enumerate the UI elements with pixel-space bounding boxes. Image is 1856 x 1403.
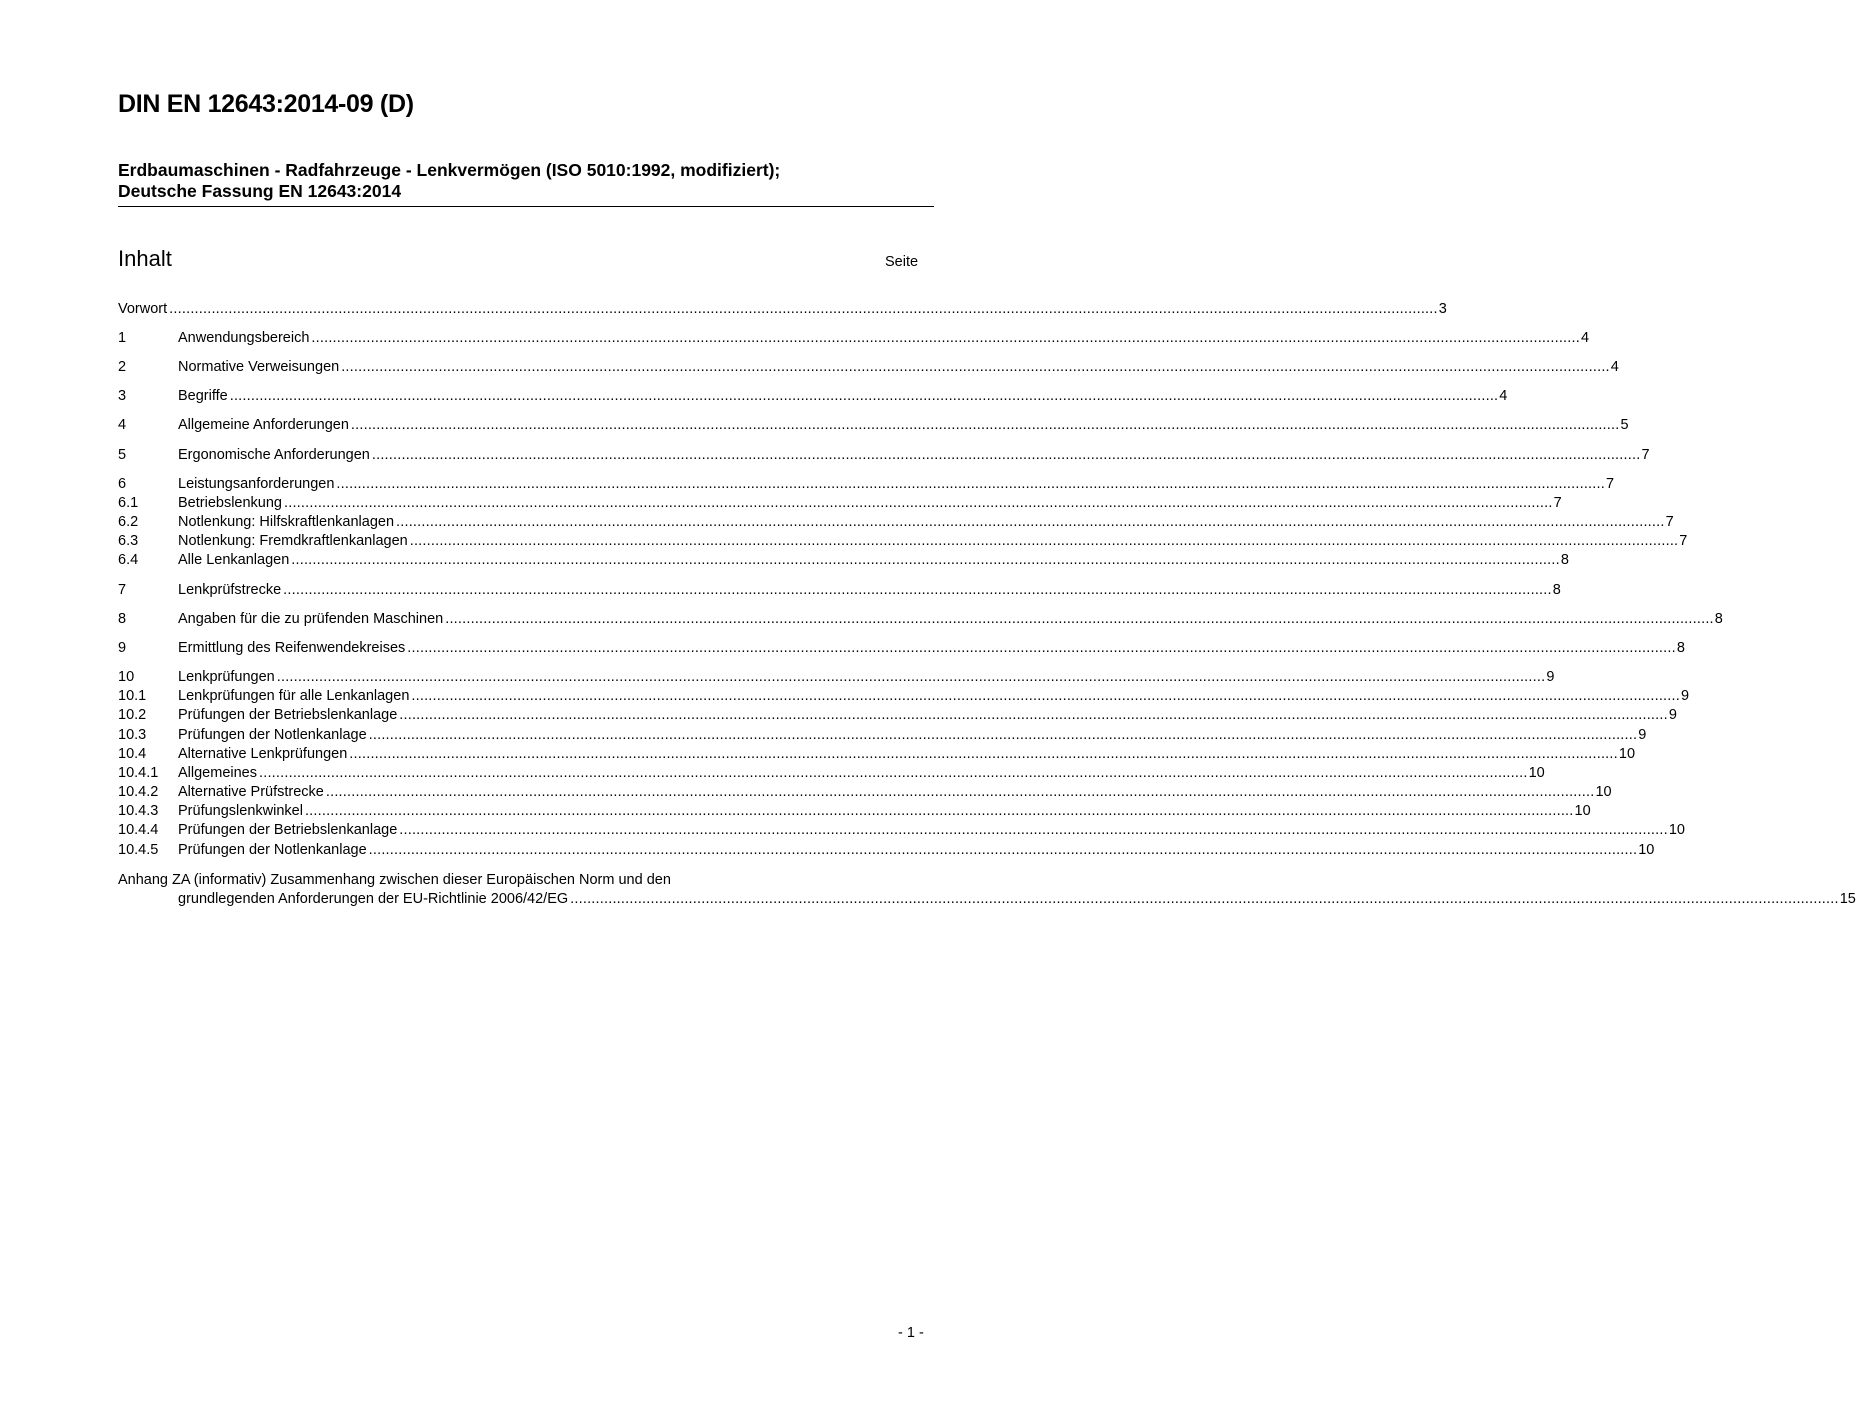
toc-entry	[118, 706, 1677, 725]
toc-entry	[118, 532, 1688, 551]
toc-entry-page: 9	[1680, 688, 1690, 704]
toc-entry-page: 10	[1574, 803, 1591, 819]
subtitle-line-1: Erdbaumaschinen - Radfahrzeuge - Lenkvermögen (ISO 5010:1992, modifiziert);	[118, 160, 781, 180]
toc-entry-page: 9	[1546, 669, 1555, 685]
toc-leader-dots: ............................................................................................................................................................................................................................................................................................................	[399, 707, 1668, 723]
toc-entry-page: 10	[1638, 842, 1655, 858]
toc-entry-title: Ermittlung des Reifenwendekreises	[178, 640, 406, 656]
toc-entry-title: Alternative Prüfstrecke	[178, 784, 324, 800]
page-number: - 1 -	[898, 1325, 924, 1341]
toc-entry-title: Notlenkung: Fremdkraftlenkanlagen	[178, 533, 408, 549]
toc-entry-page: 8	[1552, 582, 1561, 598]
toc-leader-dots: ............................................................................................................................................................................................................................................................................................................	[368, 842, 1638, 858]
toc-leader-dots: ............................................................................................................................................................................................................................................................................................................	[169, 301, 1438, 317]
toc-entry-title: Anwendungsbereich	[178, 330, 310, 346]
document-subtitle	[118, 160, 934, 207]
toc-entry-title: Ergonomische Anforderungen	[178, 447, 370, 463]
toc-annex-title: grundlegenden Anforderungen der EU-Richtlinie 2006/42/EG	[178, 891, 569, 907]
toc-entry-number: 6.4	[118, 552, 139, 568]
toc-entry-number: 10.1	[118, 688, 147, 704]
toc-entry-number: 1	[118, 330, 127, 346]
toc-entry-title: Prüfungen der Betriebslenkanlage	[178, 822, 398, 838]
toc-entry-title: Prüfungen der Betriebslenkanlage	[178, 707, 398, 723]
toc-entry-page: 7	[1679, 533, 1688, 549]
toc-leader-dots: ............................................................................................................................................................................................................................................................................................................	[291, 552, 1560, 568]
toc-entry-number: 8	[118, 611, 127, 627]
toc-entry-title: Angaben für die zu prüfenden Maschinen	[178, 611, 444, 627]
toc-entry	[118, 687, 1690, 706]
toc-entry	[118, 494, 1562, 513]
toc-entry-page: 10	[1528, 765, 1545, 781]
toc-entry-title: Normative Verweisungen	[178, 359, 340, 375]
toc-entry	[118, 300, 1447, 319]
toc-annex-line-1: Anhang ZA (informativ) Zusammenhang zwischen dieser Europäischen Norm und den	[118, 872, 671, 888]
toc-entry	[118, 745, 1636, 764]
toc-leader-dots: ............................................................................................................................................................................................................................................................................................................	[368, 727, 1638, 743]
toc-entry-number: 2	[118, 359, 127, 375]
toc-leader-dots: ............................................................................................................................................................................................................................................................................................................	[284, 495, 1553, 511]
toc-entry-page: 3	[1438, 301, 1447, 317]
toc-leader-dots: ............................................................................................................................................................................................................................................................................................................	[399, 822, 1668, 838]
toc-entry-page: 5	[1620, 417, 1629, 433]
toc-entry	[118, 581, 1561, 600]
toc-entry-number: 10.2	[118, 707, 147, 723]
toc-entry-number: 5	[118, 447, 127, 463]
toc-leader-dots: ............................................................................................................................................................................................................................................................................................................	[371, 447, 1641, 463]
toc-leader-dots: ............................................................................................................................................................................................................................................................................................................	[341, 359, 1610, 375]
toc-entry-number: 10.4.2	[118, 784, 159, 800]
toc-entry-number: 10.4.5	[118, 842, 159, 858]
toc-leader-dots: ............................................................................................................................................................................................................................................................................................................	[229, 388, 1499, 404]
toc-entry	[118, 821, 1685, 840]
toc-entry-page: 10	[1618, 746, 1636, 762]
toc-entry-number: 10	[118, 669, 135, 685]
toc-leader-dots: ............................................................................................................................................................................................................................................................................................................	[411, 688, 1680, 704]
toc-entry	[118, 416, 1629, 435]
toc-entry-title: Betriebslenkung	[178, 495, 282, 511]
toc-entry-number: 9	[118, 640, 127, 656]
toc-leader-dots: ............................................................................................................................................................................................................................................................................................................	[570, 891, 1839, 907]
toc-leader-dots: ............................................................................................................................................................................................................................................................................................................	[325, 784, 1595, 800]
toc-entry-number: 10.4	[118, 746, 147, 762]
toc-entry	[118, 475, 1615, 494]
toc-entry	[118, 358, 1619, 377]
toc-entry-page: 8	[1676, 640, 1685, 656]
toc-page-column-label: Seite	[885, 254, 919, 270]
toc-leader-dots: ............................................................................................................................................................................................................................................................................................................	[283, 582, 1552, 598]
toc-entry-title: Begriffe	[178, 388, 228, 404]
toc-entry-page: 4	[1610, 359, 1619, 375]
toc-entry-number: 4	[118, 417, 127, 433]
toc-entry-title: Notlenkung: Hilfskraftlenkanlagen	[178, 514, 395, 530]
toc-entry-number: 6.3	[118, 533, 139, 549]
toc-entry-title: Prüfungslenkwinkel	[178, 803, 303, 819]
toc-leader-dots: ............................................................................................................................................................................................................................................................................................................	[336, 476, 1605, 492]
toc-leader-dots: ............................................................................................................................................................................................................................................................................................................	[445, 611, 1714, 627]
toc-entry	[118, 802, 1591, 821]
toc-entry-page: 9	[1638, 727, 1647, 743]
subtitle-line-2: Deutsche Fassung EN 12643:2014	[118, 181, 402, 201]
toc-entry-page: 7	[1553, 495, 1562, 511]
toc-entry-title: Lenkprüfungen für alle Lenkanlagen	[178, 688, 410, 704]
toc-entry	[118, 551, 1569, 570]
toc-entry	[118, 668, 1555, 687]
toc-entry-number: 10.4.1	[118, 765, 159, 781]
toc-entry-title: Leistungsanforderungen	[178, 476, 335, 492]
toc-entry-number: 10.4.4	[118, 822, 159, 838]
toc-entry	[118, 446, 1650, 465]
toc-entry-number: 6.1	[118, 495, 139, 511]
toc-leader-dots: ............................................................................................................................................................................................................................................................................................................	[407, 640, 1676, 656]
toc-entry	[118, 610, 1723, 629]
toc-entry-page: 9	[1668, 707, 1677, 723]
toc-entry-title: Lenkprüfstrecke	[178, 582, 282, 598]
toc-leader-dots: ............................................................................................................................................................................................................................................................................................................	[311, 330, 1580, 346]
toc-entry-number: 6.2	[118, 514, 139, 530]
toc-entry	[118, 783, 1612, 802]
toc-annex-line-2	[178, 890, 1856, 909]
toc-entry-number: 3	[118, 388, 127, 404]
toc-entry-title: Allgemeines	[178, 765, 257, 781]
toc-entry	[118, 726, 1647, 745]
toc-entry-number: 10.3	[118, 727, 147, 743]
toc-entry-number: 7	[118, 582, 127, 598]
toc-leader-dots: ............................................................................................................................................................................................................................................................................................................	[304, 803, 1574, 819]
toc-leader-dots: ............................................................................................................................................................................................................................................................................................................	[349, 746, 1618, 762]
toc-entry-page: 10	[1668, 822, 1685, 838]
toc-entry-title: Alternative Lenkprüfungen	[178, 746, 348, 762]
toc-entry-title: Allgemeine Anforderungen	[178, 417, 349, 433]
toc-entry	[118, 764, 1545, 783]
toc-entry	[118, 513, 1674, 532]
toc-entry-page: 7	[1665, 514, 1674, 530]
toc-entry-page: 10	[1595, 784, 1612, 800]
toc-entry-page: 4	[1499, 388, 1508, 404]
toc-entry-page: 8	[1714, 611, 1723, 627]
toc-entry-title: Vorwort	[118, 301, 168, 317]
toc-entry-title: Prüfungen der Notlenkanlage	[178, 842, 367, 858]
toc-entry-page: 7	[1605, 476, 1615, 492]
toc-heading: Inhalt	[118, 246, 172, 271]
toc-entry	[118, 639, 1685, 658]
toc-entry-page: 4	[1580, 330, 1590, 346]
toc-leader-dots: ............................................................................................................................................................................................................................................................................................................	[259, 765, 1528, 781]
toc-leader-dots: ............................................................................................................................................................................................................................................................................................................	[396, 514, 1665, 530]
toc-leader-dots: ............................................................................................................................................................................................................................................................................................................	[350, 417, 1620, 433]
toc-leader-dots: ............................................................................................................................................................................................................................................................................................................	[409, 533, 1679, 549]
toc-entry-title: Lenkprüfungen	[178, 669, 275, 685]
toc-entry-page: 7	[1641, 447, 1650, 463]
toc-entry	[118, 329, 1590, 348]
toc-entry-page: 8	[1560, 552, 1569, 568]
toc-entry	[118, 387, 1508, 406]
toc-entry-title: Prüfungen der Notlenkanlage	[178, 727, 367, 743]
document-title: DIN EN 12643:2014-09 (D)	[118, 90, 414, 118]
toc-leader-dots: ............................................................................................................................................................................................................................................................................................................	[276, 669, 1546, 685]
toc-entry	[118, 841, 1655, 860]
toc-annex-page: 15	[1839, 891, 1856, 907]
toc-entry-number: 10.4.3	[118, 803, 159, 819]
toc-entry-title: Alle Lenkanlagen	[178, 552, 290, 568]
toc-entry-number: 6	[118, 476, 127, 492]
